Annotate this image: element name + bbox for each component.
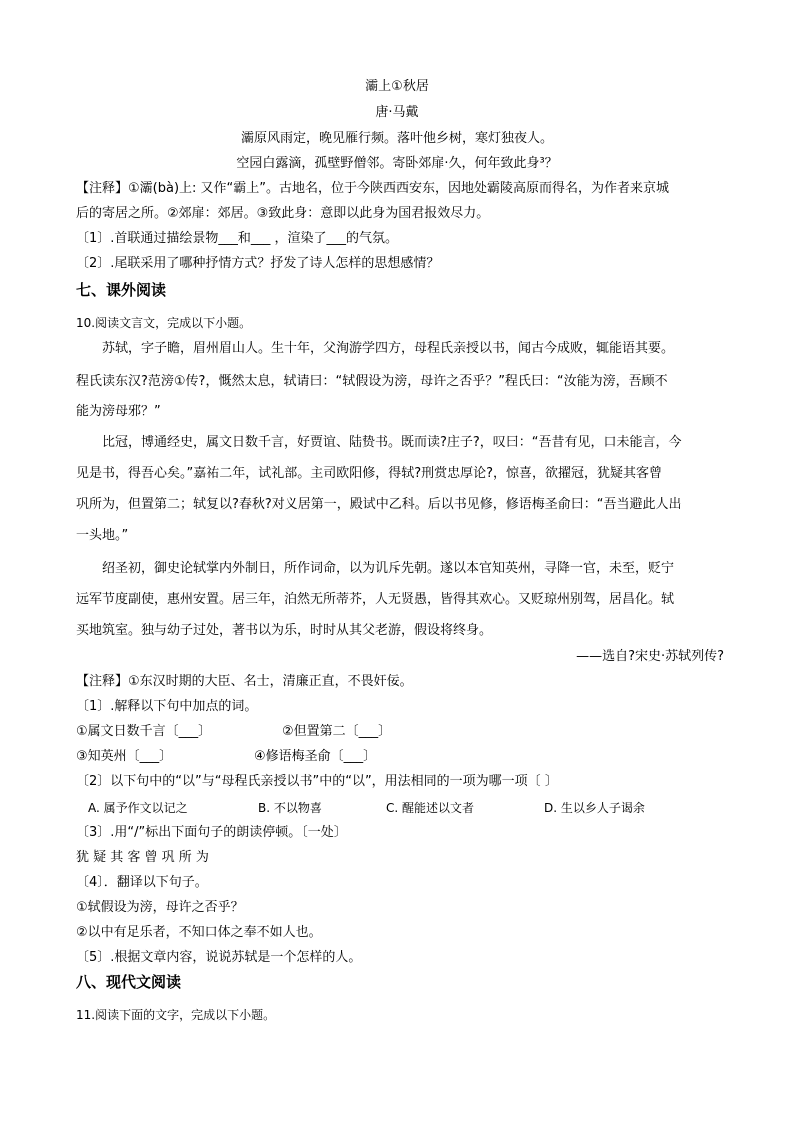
- passage-p2-line-4: 一头地。”: [76, 528, 129, 543]
- sub1-item-d: ④修语梅圣俞〔___〕: [254, 749, 377, 764]
- sub1-item-a: ①属文日数千言〔___〕: [76, 724, 212, 739]
- sub4-prompt: 〔4〕．翻译以下句子。: [76, 875, 208, 890]
- sub2-option-b: B. 不以物喜: [258, 801, 322, 815]
- poem-line-1: 灞原风雨定，晚见雁行频。落叶他乡树，寒灯独夜人。: [240, 131, 553, 146]
- passage-source: ——选自?宋史·苏轼列传?: [576, 649, 724, 664]
- passage-p1-line-3: 能为滂母邪？”: [76, 404, 161, 419]
- passage-p1-line-2: 程氏读东汉?范滂①传?，慨然太息，轼请曰：“轼假设为滂，母许之否乎？”程氏曰：“汝能为滂，吾顾不: [76, 374, 668, 389]
- passage-p3-line-1: 绍圣初，御史论轼掌内外制日，所作词命，以为讥斥先朝。遂以本官知英州，寻降一官，未至，贬宁: [102, 561, 675, 576]
- passage-note: 【注释】①东汉时期的大臣、名士，清廉正直，不畏奸佞。: [76, 674, 413, 689]
- passage-p3-line-3: 买地筑室。独与幼子过处，著书以为乐，时时从其父老游，假设将终身。: [76, 623, 493, 638]
- section-heading-8: 八、现代文阅读: [76, 973, 182, 991]
- sub3-sentence: 犹 疑 其 客 曾 巩 所 为: [76, 850, 209, 865]
- poem-line-2: 空园白露滴，孤壁野僧邻。寄卧郊扉·久，何年致此身³？: [236, 156, 558, 171]
- passage-p2-line-1: 比冠，博通经史，属文日数千言，好贾谊、陆贽书。既而读?庄子?，叹曰：“吾昔有见，口未能言，今: [102, 435, 682, 450]
- passage-p1-line-1: 苏轼，字子瞻，眉州眉山人。生十年，父洵游学四方，母程氏亲授以书，闻古今成败，辄能语其要。: [102, 341, 675, 356]
- poem-title: 灞上①秋居: [365, 79, 429, 94]
- poem-note-line-2: 后的寄居之所。②郊扉：郊居。③致此身：意即以此身为国君报效尽力。: [76, 206, 490, 221]
- sub2-option-c: C. 醒能述以文者: [386, 801, 475, 815]
- sub1-item-b: ②但置第二〔___〕: [282, 724, 392, 739]
- passage-p3-line-2: 远军节度副使，惠州安置。居三年，泊然无所蒂芥，人无贤愚，皆得其欢心。又贬琼州别驾，居昌化。轼: [76, 592, 675, 607]
- sub2-option-a: A. 属予作文以记之: [88, 801, 188, 815]
- sub1-prompt: 〔1〕.解释以下句中加点的词。: [76, 699, 258, 714]
- sub5-prompt: 〔5〕.根据文章内容，说说苏轼是一个怎样的人。: [76, 950, 362, 965]
- sub2-option-d: D. 生以乡人子谒余: [544, 801, 645, 815]
- passage-p2-line-3: 巩所为，但置第二；轼复以?春秋?对义居第一，殿试中乙科。后以书见修，修语梅圣俞曰：“吾当避此人出: [76, 497, 682, 512]
- poem-author: 唐·马戴: [375, 105, 419, 120]
- poem-question-2: 〔2〕.尾联采用了哪种抒情方式？抒发了诗人怎样的思想感情？: [76, 256, 440, 271]
- poem-question-1: 〔1〕.首联通过描绘景物___和___ ，渲染了___的气氛。: [76, 231, 399, 246]
- poem-note-line-1: 【注释】①灞(bà)上: 又作“霸上”。古地名，位于今陕西西安东，因地处霸陵高原而得名，为作者来京城: [76, 181, 669, 196]
- sub3-prompt: 〔3〕.用“/”标出下面句子的朗读停顿。〔一处〕: [76, 825, 347, 840]
- question-11-intro: 11.阅读下面的文字，完成以下小题。: [76, 1008, 276, 1022]
- sub1-item-c: ③知英州〔___〕: [76, 749, 173, 764]
- passage-p2-line-2: 见是书，得吾心矣。”嘉祐二年，试礼部。主司欧阳修，得轼?刑赏忠厚论?，惊喜，欲擢冠，犹疑其客曾: [76, 466, 663, 481]
- sub4-sentence-2: ②以中有足乐者，不知口体之奉不如人也。: [76, 925, 322, 940]
- question-10-intro: 10.阅读文言文，完成以下小题。: [76, 316, 252, 330]
- sub4-sentence-1: ①轼假设为滂，母许之否乎？: [76, 900, 244, 915]
- section-heading-7: 七、课外阅读: [76, 281, 167, 299]
- sub2-prompt: 〔2〕以下句中的“以”与“母程氏亲授以书”中的“以”，用法相同的一项为哪一项〔 〕: [76, 774, 558, 789]
